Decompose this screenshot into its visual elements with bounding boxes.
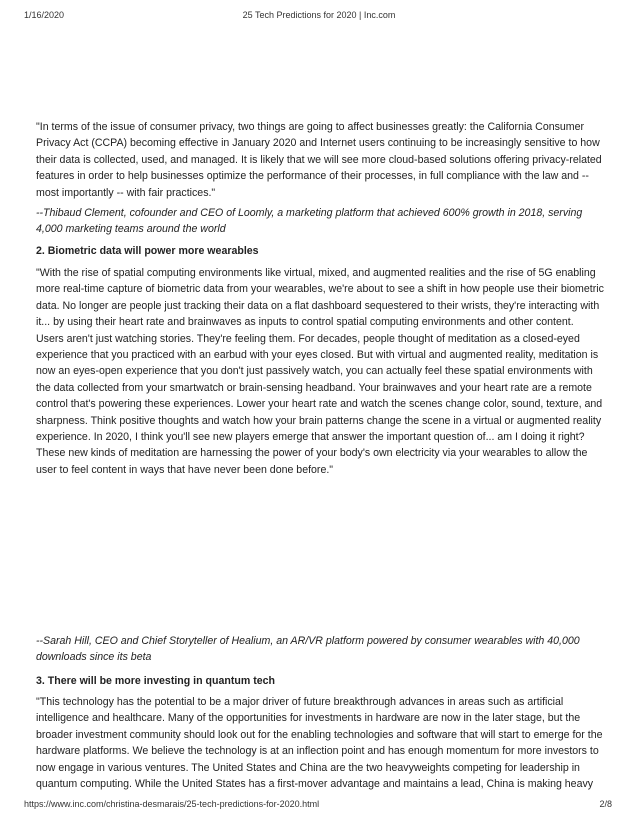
privacy-quote: "In terms of the issue of consumer privacy, two things are going to affect businesses greatly: the California Consumer Privacy Act (CCPA) becoming effective in January 2020 and Internet users continuing to be increasingly sensitive to how their data is collected, used, and managed. It is likely that we will see more cloud-based solutions offering privacy-related features in order to help businesses optimize the performance of their processes, in full compliance with the law and -- most importantly -- with fair practices." (36, 121, 602, 199)
print-date: 1/16/2020 (24, 10, 65, 20)
quantum-quote: "This technology has the potential to be a major driver of future breakthrough advances in areas such as artificial intelligence and healthcare. Many of the opportunities for investments in hardware are now in the later stage, but the broader investment community should look out for the enabling technologies and software that will start to emerge for the hardware platforms. We believe the technology is at an inflection point and has enough momentum for more investors to now engage in various ventures. The United States and China are the two heavyweights competing for leadership in quantum computing. While the United States has a first-mover advantage and maintains a lead, China is making heavy (36, 696, 603, 791)
print-url: https://www.inc.com/christina-desmarais/25-tech-predictions-for-2020.html (24, 799, 320, 809)
print-header (0, 10, 638, 22)
attribution-sarah-hill: --Sarah Hill, CEO and Chief Storyteller of Healium, an AR/VR platform powered by consumer wearables with 40,000 downloads since its beta (36, 635, 580, 664)
section-heading-biometric: 2. Biometric data will power more wearables (36, 245, 259, 257)
print-page-title: 25 Tech Predictions for 2020 | Inc.com (242, 10, 396, 20)
section-heading-quantum: 3. There will be more investing in quantum tech (36, 675, 275, 687)
attribution-thibaud-clement: --Thibaud Clement, cofounder and CEO of Loomly, a marketing platform that achieved 600% growth in 2018, serving 4,000 marketing teams around the world (36, 207, 583, 236)
page-number: 2/8 (599, 799, 612, 809)
print-footer (0, 799, 638, 811)
biometric-quote: "With the rise of spatial computing environments like virtual, mixed, and augmented realities and the rise of 5G enabling more real-time capture of biometric data from your wearables, we're about to see a shift in how people use their biometric data. No longer are people just tracking their data on a flat dashboard sequestered to their wrists, they're interacting with it... by using their heart rate and brainwaves as inputs to control spatial computing environments and other content. Users aren't just watching stories. They're feeling them. For decades, people thought of meditation as a closed-eyed experience that you practiced with an earbud with your eyes closed. But with virtual and augmented reality, meditation is now an eyes-open experience that you don't just passively watch, you can actually feel these spatial environments with the data collected from your smartwatch or brain-sensing headband. Your brainwaves and your heart rate are a remote control that's powering these experiences. Lower your heart rate and watch the scenes change color, sound, texture, and sharpness. Think positive thoughts and watch how your brain patterns change the scene in a virtual or augmented reality experience. In 2020, I think you'll see new players emerge that answer the important question of... am I doing it right? These new kinds of meditation are harnessing the power of your body's own electricity via your wearables to allow the user to feel content in ways that have never been done before." (36, 267, 604, 476)
